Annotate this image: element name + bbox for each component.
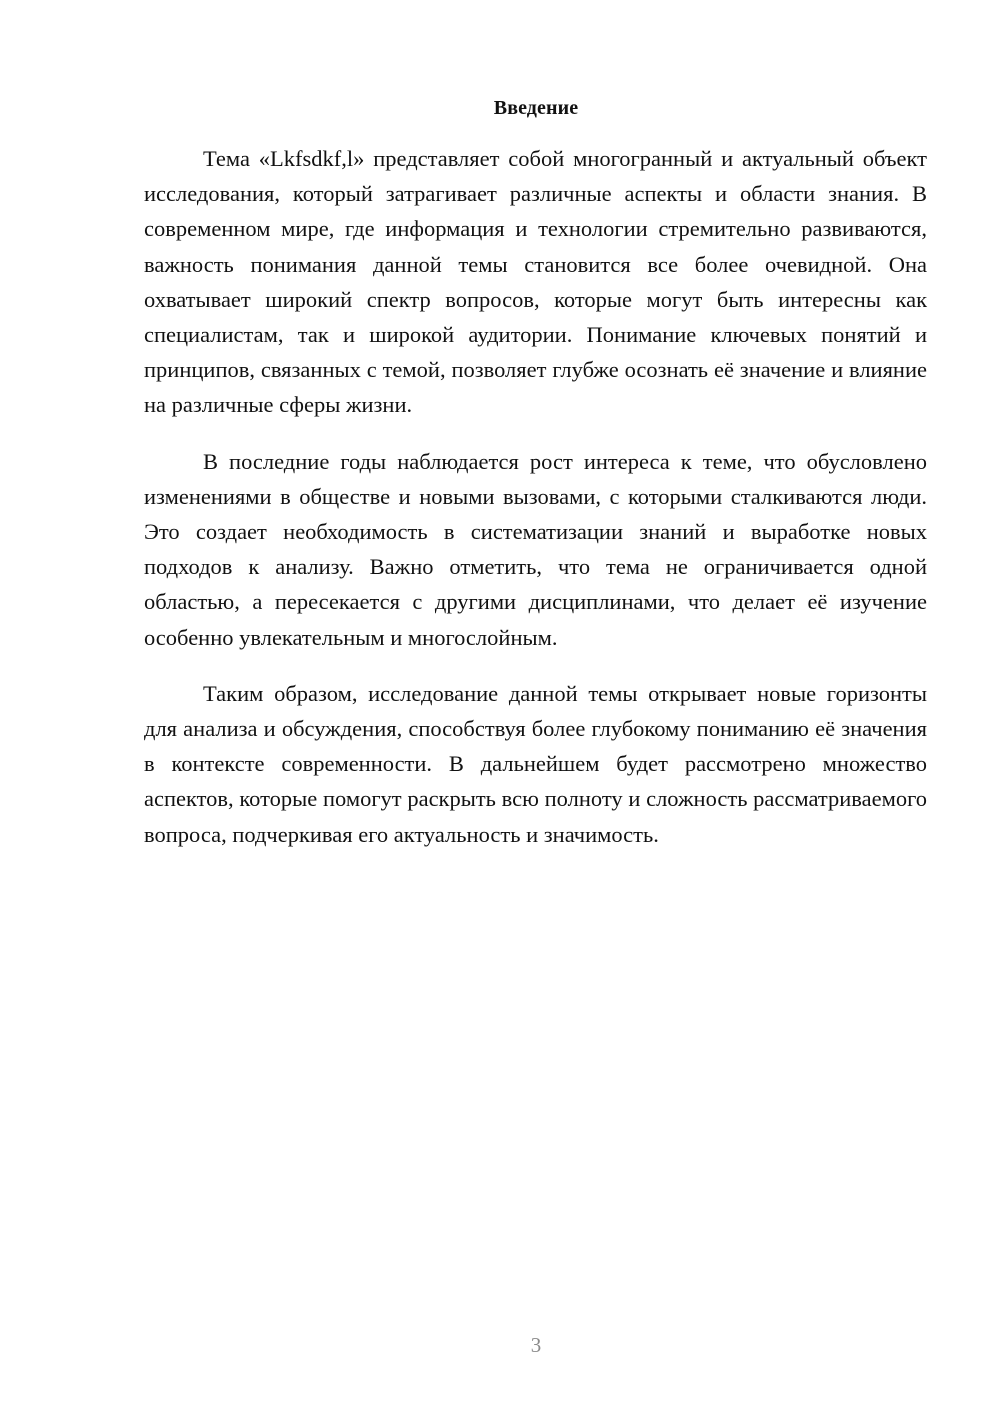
body-text [144,141,927,852]
paragraph-1: Тема «Lkfsdkf,l» представляет собой многогранный и актуальный объект исследования, который затрагивает различные аспекты и области знания. В современном мире, где информация и технологии стремительно развиваются, важность понимания данной темы становится все более очевидной. Она охватывает широкий спектр вопросов, которые могут быть интересны как специалистам, так и широкой аудитории. Понимание ключевых понятий и принципов, связанных с темой, позволяет глубже осознать её значение и влияние на различные сферы жизни. [144,146,927,418]
page-number: 3 [530,1333,542,1357]
paragraph-2: В последние годы наблюдается рост интереса к теме, что обусловлено изменениями в обществе и новыми вызовами, с которыми сталкиваются люди. Это создает необходимость в систематизации знаний и выработке новых подходов к анализу. Важно отметить, что тема не ограничивается одной областью, а пересекается с другими дисциплинами, что делает её изучение особенно увлекательным и многослойным. [144,448,927,650]
paragraph-3: Таким образом, исследование данной темы открывает новые горизонты для анализа и обсуждения, способствуя более глубокому пониманию её значения в контексте современности. В дальнейшем будет рассмотрено множество аспектов, которые помогут раскрыть всю полноту и сложность рассматриваемого вопроса, подчеркивая его актуальность и значимость. [144,680,927,847]
section-heading: Введение [493,97,579,119]
